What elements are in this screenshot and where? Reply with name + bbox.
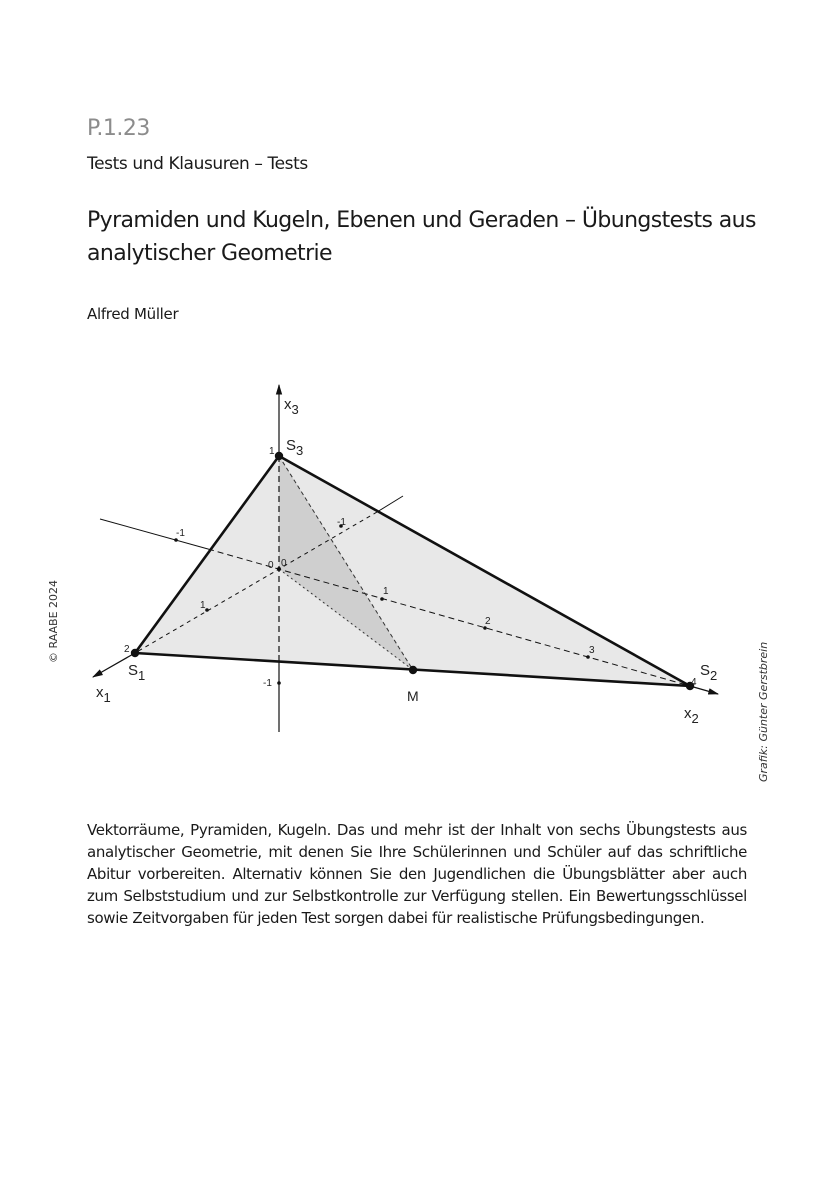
document-code: P.1.23 <box>87 116 150 141</box>
point-label-m: M <box>407 688 419 704</box>
point-label-s1: S1 <box>128 662 146 683</box>
axis-label-x2: x2 <box>684 705 699 726</box>
tick-x3-neg1 <box>277 681 281 685</box>
tick-label-x3-neg1: -1 <box>263 678 272 689</box>
tick-label-x3-1: 1 <box>269 446 275 457</box>
tick-label-origin: 0 <box>281 558 287 569</box>
tick-label-x2-4: 4 <box>691 677 697 688</box>
tick-label-x2-2: 2 <box>485 616 491 627</box>
copyright-notice: © RAABE 2024 <box>47 579 60 663</box>
tick-label-x1-2: 2 <box>124 644 130 655</box>
axis-label-x1: x1 <box>96 684 111 705</box>
axis-label-x3: x3 <box>284 396 299 417</box>
vertex-s1 <box>131 649 139 657</box>
tick-x2-1 <box>380 597 384 601</box>
tick-label-x2-neg1: -1 <box>176 528 185 539</box>
vertex-m <box>409 666 417 674</box>
tick-x1-1 <box>205 608 209 612</box>
vertex-s3 <box>275 452 283 460</box>
point-label-s3: S3 <box>286 437 304 458</box>
tick-label-x1-1: 1 <box>200 600 206 611</box>
intro-paragraph: Vektorräume, Pyramiden, Kugeln. Das und mehr ist der Inhalt von sechs Übungstests aus analytischer Geometrie, mit denen Sie Ihre Schülerinnen und Schüler auf das schriftliche Abitur vorbereiten. Alternativ können Sie den Jugendlichen die Übungsblätter aber auch zum Selbststudium und zur Selbstkontrolle zur Verfügung stellen. Ein Bewertungsschlüssel sowie Zeitvorgaben für jeden Test sorgen dabei für realistische Prüfungsbedingungen. <box>87 821 747 927</box>
tick-label-origin-overlap: 0 <box>268 560 274 571</box>
author-name: Alfred Müller <box>87 305 179 323</box>
graphic-credit: Grafik: Günter Gerstbrein <box>757 641 770 782</box>
document-title: Pyramiden und Kugeln, Ebenen und Geraden – Übungstests aus analytischer Geometrie <box>87 208 756 266</box>
pyramid-face-light <box>135 456 690 686</box>
point-label-s2: S2 <box>700 662 718 683</box>
tick-label-x2-1: 1 <box>383 586 389 597</box>
series-title: Tests und Klausuren – Tests <box>87 154 308 174</box>
tick-label-x1-neg1: -1 <box>337 517 346 528</box>
x2-axis-back <box>100 519 208 549</box>
x1-axis-back <box>377 496 403 512</box>
tick-label-x2-3: 3 <box>589 645 595 656</box>
